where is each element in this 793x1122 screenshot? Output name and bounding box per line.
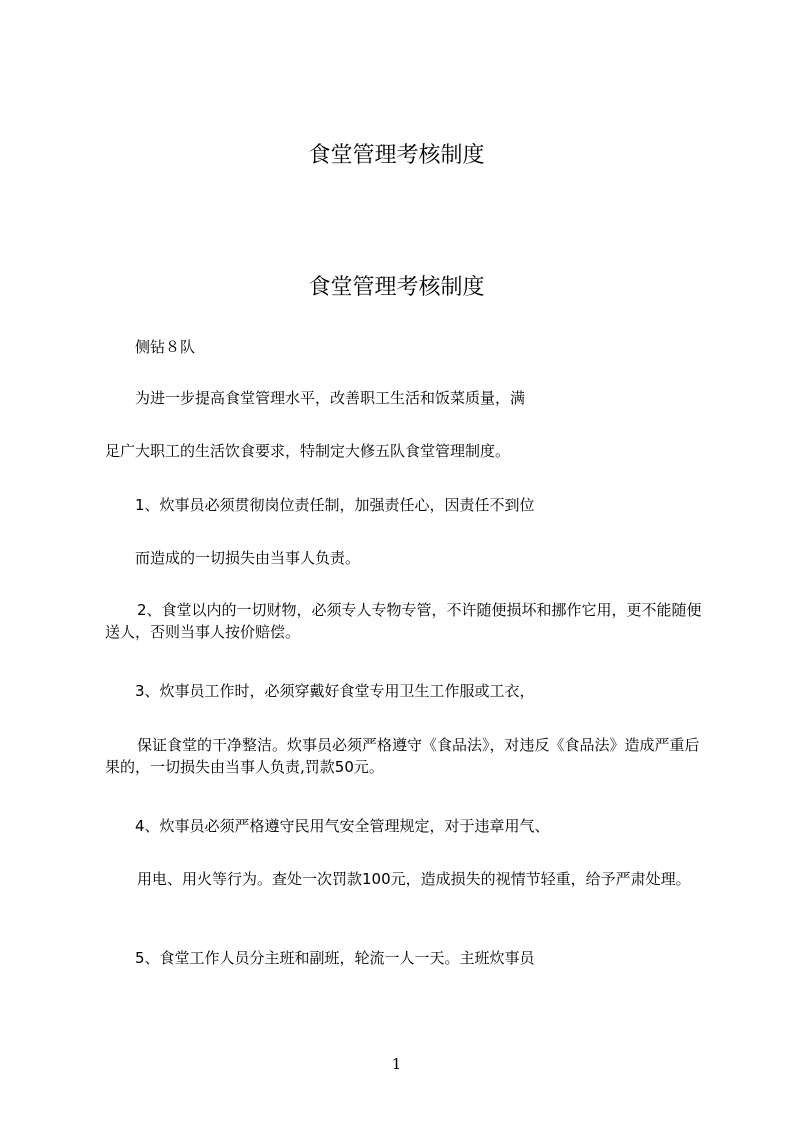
rule-3-line-1: 3、炊事员工作时，必须穿戴好食堂专用卫生工作服或工衣， — [135, 682, 535, 700]
header-title: 食堂管理考核制度 — [308, 143, 485, 168]
page-number: 1 — [391, 1055, 402, 1073]
rule-3-paragraph: 保证食堂的干净整洁。炊事员必须严格遵守《食品法》，对违反《食品法》造成严重后果的，一切损失由当事人负责,罚款50元。 — [105, 736, 700, 776]
team-name: 侧钻８队 — [135, 338, 196, 356]
rule-4-line-1: 4、炊事员必须严格遵守民用气安全管理规定，对于违章用气、 — [135, 817, 550, 835]
paragraph-intro-line-1: 为进一步提高食堂管理水平，改善职工生活和饭菜质量，满 — [135, 389, 526, 407]
rule-1-line-1: 1、炊事员必须贯彻岗位责任制，加强责任心，因责任不到位 — [135, 496, 535, 514]
document-title: 食堂管理考核制度 — [308, 275, 485, 300]
rule-2-paragraph: 2、食堂以内的一切财物，必须专人专物专管，不许随便损坏和挪作它用，更不能随便送人，否则当事人按价赔偿。 — [105, 601, 702, 641]
paragraph-intro-line-2: 足广大职工的生活饮食要求，特制定大修五队食堂管理制度。 — [105, 442, 511, 460]
rule-4-paragraph: 用电、用火等行为。查处一次罚款100元，造成损失的视情节轻重，给予严肃处理。 — [137, 870, 691, 888]
rule-1-line-2: 而造成的一切损失由当事人负责。 — [135, 549, 361, 567]
rule-5-line-1: 5、食堂工作人员分主班和副班，轮流一人一天。主班炊事员 — [135, 949, 535, 967]
